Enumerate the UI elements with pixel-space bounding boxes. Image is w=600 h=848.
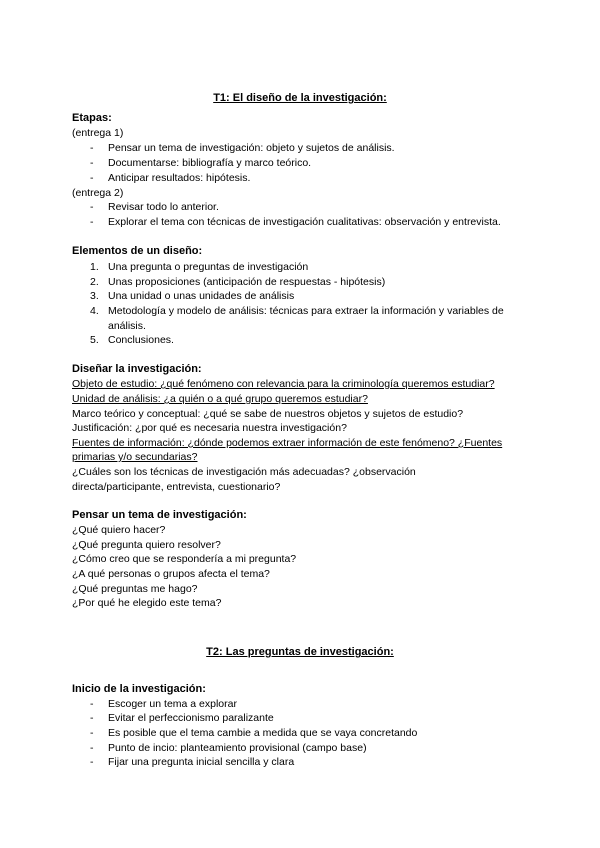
bullet-dash: - <box>90 756 94 768</box>
disenar-line-tecnicas-cont: directa/participante, entrevista, cuestionario? <box>72 481 281 493</box>
bullet-dash: - <box>90 157 94 169</box>
elementos-item-continuation: análisis. <box>108 320 146 332</box>
disenar-line-unidad: Unidad de análisis: ¿a quién o a qué grupo queremos estudiar? <box>72 393 368 405</box>
entrega-1-label: (entrega 1) <box>72 127 124 139</box>
list-number: 4. <box>90 305 99 317</box>
disenar-line-tecnicas: ¿Cuáles son los técnicas de investigación más adecuadas? ¿observación <box>72 466 416 478</box>
bullet-dash: - <box>90 727 94 739</box>
pensar-question: ¿A qué personas o grupos afecta el tema? <box>72 568 270 580</box>
pensar-question: ¿Qué preguntas me hago? <box>72 583 198 595</box>
elementos-item: Metodología y modelo de análisis: técnicas para extraer la información y variables de <box>108 305 504 317</box>
list-number: 2. <box>90 276 99 288</box>
pensar-question: ¿Por qué he elegido este tema? <box>72 597 222 609</box>
inicio-item: Escoger un tema a explorar <box>108 698 237 710</box>
pensar-heading: Pensar un tema de investigación: <box>72 509 247 521</box>
etapas-item: Documentarse: bibliografía y marco teórico. <box>108 157 312 169</box>
bullet-dash: - <box>90 216 94 228</box>
disenar-line-objeto: Objeto de estudio: ¿qué fenómeno con relevancia para la criminología queremos estudiar? <box>72 378 495 390</box>
inicio-heading: Inicio de la investigación: <box>72 683 206 695</box>
elementos-item: Una unidad o unas unidades de análisis <box>108 290 295 302</box>
disenar-line-justificacion: Justificación: ¿por qué es necesaria nuestra investigación? <box>72 422 347 434</box>
section-title-t2: T2: Las preguntas de investigación: <box>206 646 394 658</box>
elementos-heading: Elementos de un diseño: <box>72 245 203 257</box>
bullet-dash: - <box>90 142 94 154</box>
disenar-line-fuentes-cont: primarias y/o secundarias? <box>72 451 198 463</box>
disenar-line-fuentes: Fuentes de información: ¿dónde podemos extraer información de este fenómeno? ¿Fuentes <box>72 437 503 449</box>
list-number: 1. <box>90 261 99 273</box>
etapas-item: Revisar todo lo anterior. <box>108 201 219 213</box>
pensar-question: ¿Cómo creo que se respondería a mi pregunta? <box>72 553 297 565</box>
bullet-dash: - <box>90 172 94 184</box>
disenar-heading: Diseñar la investigación: <box>72 363 202 375</box>
bullet-dash: - <box>90 698 94 710</box>
elementos-item: Conclusiones. <box>108 334 174 346</box>
elementos-item: Unas proposiciones (anticipación de respuestas - hipótesis) <box>108 276 386 288</box>
bullet-dash: - <box>90 712 94 724</box>
inicio-item: Es posible que el tema cambie a medida que se vaya concretando <box>108 727 418 739</box>
pensar-question: ¿Qué quiero hacer? <box>72 524 166 536</box>
etapas-item: Explorar el tema con técnicas de investigación cualitativas: observación y entrevista. <box>108 216 501 228</box>
entrega-2-label: (entrega 2) <box>72 187 124 199</box>
section-title-t1: T1: El diseño de la investigación: <box>213 92 387 104</box>
list-number: 3. <box>90 290 99 302</box>
inicio-item: Evitar el perfeccionismo paralizante <box>108 712 274 724</box>
inicio-item: Fijar una pregunta inicial sencilla y clara <box>108 756 295 768</box>
inicio-item: Punto de incio: planteamiento provisional (campo base) <box>108 742 367 754</box>
etapas-heading: Etapas: <box>72 112 112 124</box>
elementos-item: Una pregunta o preguntas de investigación <box>108 261 309 273</box>
etapas-item: Pensar un tema de investigación: objeto y sujetos de análisis. <box>108 142 395 154</box>
disenar-line-marco: Marco teórico y conceptual: ¿qué se sabe de nuestros objetos y sujetos de estudio? <box>72 408 464 420</box>
list-number: 5. <box>90 334 99 346</box>
bullet-dash: - <box>90 201 94 213</box>
bullet-dash: - <box>90 742 94 754</box>
pensar-question: ¿Qué pregunta quiero resolver? <box>72 539 221 551</box>
etapas-item: Anticipar resultados: hipótesis. <box>108 172 251 184</box>
